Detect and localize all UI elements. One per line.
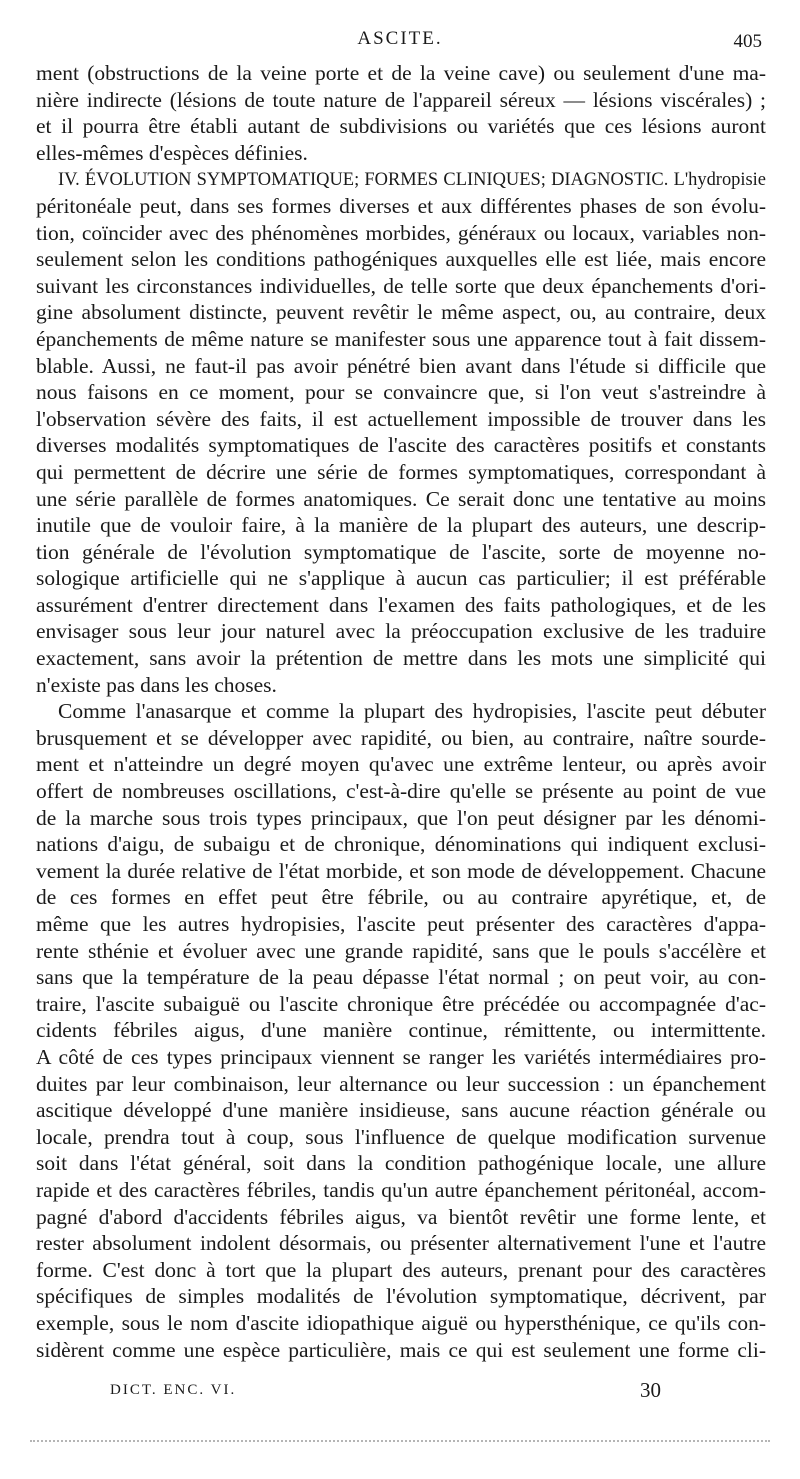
text-line: elles-mêmes d'espèces définies. (36, 140, 308, 165)
text-line: l'observation sévère des faits, il est actuellement impossible de trouver dans les (36, 406, 766, 431)
signature-number: 30 (640, 1378, 661, 1402)
text-line: suivant les circonstances individuelles, de telle sorte que deux épanchements d'ori- (36, 273, 766, 298)
text-line: traire, l'ascite subaiguë ou l'ascite chronique être précédée ou accompagnée d'ac- (36, 991, 766, 1016)
text-line: vement la durée relative de l'état morbide, et son mode de développement. Chacune (36, 858, 766, 883)
text-line: de ces formes en effet peut être fébrile, ou au contraire apyrétique, et, de (36, 885, 766, 910)
text-line: rente sthénie et évoluer avec une grande rapidité, sans que le pouls s'accélère et (36, 938, 766, 963)
text-line: et il pourra être établi autant de subdivisions ou variétés que ces lésions auront (36, 114, 766, 139)
text-line: brusquement et se développer avec rapidité, ou bien, au contraire, naître sourde- (36, 725, 766, 750)
text-line: exemple, sous le nom d'ascite idiopathique aiguë ou hypersthénique, ce qu'ils con- (36, 1310, 766, 1335)
text-line: pagné d'abord d'accidents fébriles aigus, va bientôt revêtir une forme lente, et (36, 1204, 766, 1229)
text-line: nous faisons en ce moment, pour se convaincre que, si l'on veut s'astreindre à (36, 380, 766, 405)
text-line: blable. Aussi, ne faut-il pas avoir pénétré bien avant dans l'étude si difficile que (36, 353, 766, 378)
text-line: ment et n'atteindre un degré moyen qu'avec une extrême lenteur, ou après avoir (36, 752, 766, 777)
text-line: seulement selon les conditions pathogéniques auxquelles elle est liée, mais encore (36, 247, 766, 272)
text-line: locale, prendra tout à coup, sous l'influence de quelque modification survenue (36, 1124, 766, 1149)
text-line: sans que la température de la peau dépasse l'état normal ; on peut voir, au con- (36, 965, 766, 990)
text-line: qui permettent de décrire une série de formes symptomatiques, correspondant à (36, 459, 766, 484)
text-line: exactement, sans avoir la prétention de mettre dans les mots une simplicité qui (36, 646, 766, 671)
text-line: duites par leur combinaison, leur alternance ou leur succession : un épanchement (36, 1071, 766, 1096)
text-line: une série parallèle de formes anatomiques. Ce serait donc une tentative au moins (36, 486, 766, 511)
text-line: assurément d'entrer directement dans l'examen des faits pathologiques, et de les (36, 592, 766, 617)
body-text (36, 60, 766, 1363)
page-footer (100, 1378, 700, 1408)
bottom-divider (30, 1440, 770, 1442)
text-line: soit dans l'état général, soit dans la condition pathogénique locale, une allure (36, 1151, 766, 1176)
text-line: épanchements de même nature se manifester sous une apparence tout à fait dissem- (36, 326, 766, 351)
text-line: gine absolument distincte, peuvent revêtir le même aspect, ou, au contraire, deux (36, 300, 766, 325)
page-number: 405 (733, 31, 762, 52)
text-line: nière indirecte (lésions de toute nature de l'appareil séreux — lésions viscérales) ; (36, 87, 766, 112)
text-line: même que les autres hydropisies, l'ascite peut présenter des caractères d'appa- (36, 912, 766, 936)
text-line: de la marche sous trois types principaux, que l'on peut désigner par les dénomi- (36, 805, 766, 830)
text-line: spécifiques de simples modalités de l'évolution symptomatique, décrivent, par (36, 1284, 766, 1309)
running-head: ASCITE. (357, 28, 443, 49)
text-line: ment (obstructions de la veine porte et de la veine cave) ou seulement d'une ma- (36, 61, 766, 85)
text-line: péritonéale peut, dans ses formes diverses et aux différentes phases de son évolu- (36, 193, 766, 218)
text-line: n'existe pas dans les choses. (36, 672, 277, 697)
printer-signature: DICT. ENC. VI. (110, 1382, 237, 1398)
text-line: cidents fébriles aigus, d'une manière continue, rémittente, ou intermittente. (36, 1018, 766, 1043)
text-line: nations d'aigu, de subaigu et de chronique, dénominations qui indiquent exclusi- (36, 832, 766, 857)
text-line: tion générale de l'évolution symptomatique de l'ascite, sorte de moyenne no- (36, 539, 766, 564)
text-line: A côté de ces types principaux viennent se ranger les variétés intermédiaires pro- (36, 1044, 766, 1069)
text-line: ascitique développé d'une manière insidieuse, sans aucune réaction générale ou (36, 1098, 766, 1123)
text-line: offert de nombreuses oscillations, c'est-à-dire qu'elle se présente au point de vue (36, 779, 766, 804)
text-line: diverses modalités symptomatiques de l'ascite des caractères positifs et constants (36, 433, 766, 458)
text-line: sologique artificielle qui ne s'applique à aucun cas particulier; il est préférable (36, 566, 766, 591)
text-line: sidèrent comme une espèce particulière, mais ce qui est seulement une forme cli- (36, 1337, 766, 1362)
text-line: forme. C'est donc à tort que la plupart des auteurs, prenant pour des caractères (36, 1257, 766, 1282)
text-line: envisager sous leur jour naturel avec la préoccupation exclusive de les traduire (36, 619, 766, 644)
text-line: tion, coïncider avec des phénomènes morbides, généraux ou locaux, variables non- (36, 220, 766, 245)
text-line: rester absolument indolent désormais, ou présenter alternativement l'une et l'autre (36, 1231, 766, 1256)
section-heading-line: IV. ÉVOLUTION SYMPTOMATIQUE; FORMES CLINIQUES; DIAGNOSTIC. L'hydropisie (58, 169, 766, 190)
text-line: inutile que de vouloir faire, à la manière de la plupart des auteurs, une descrip- (36, 513, 766, 538)
text-line: Comme l'anasarque et comme la plupart des hydropisies, l'ascite peut débuter (58, 699, 766, 724)
text-line: rapide et des caractères fébriles, tandis qu'un autre épanchement péritonéal, accom- (36, 1177, 766, 1202)
page-header (38, 28, 762, 54)
